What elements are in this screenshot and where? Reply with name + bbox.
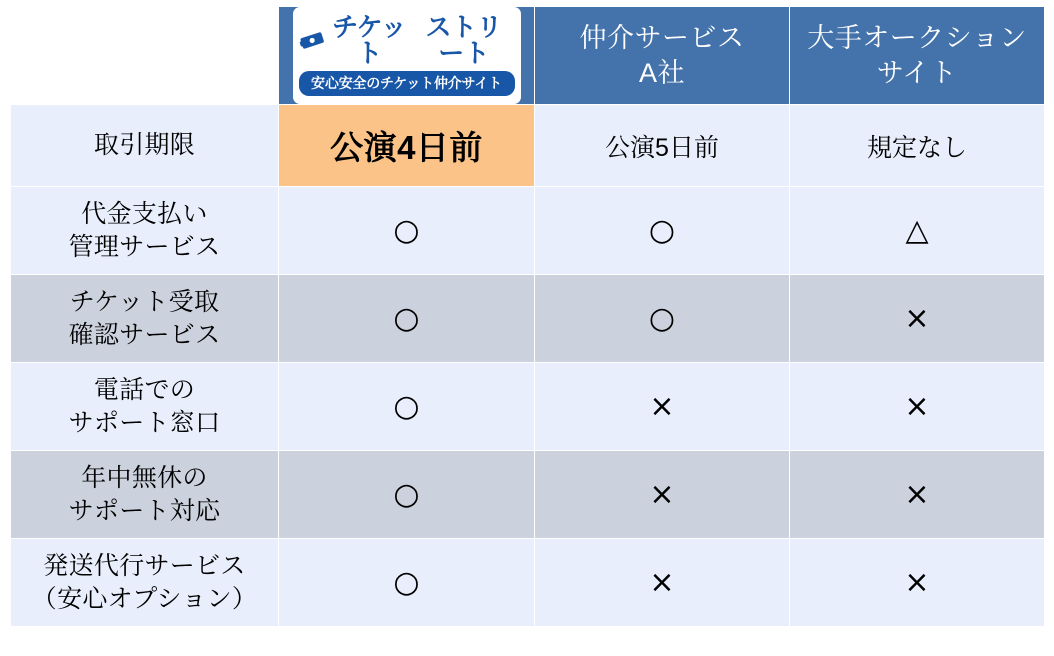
cell-company-a-deadline: 公演5日前	[535, 105, 790, 187]
cell-company-a-shipping-agency: ×	[535, 539, 790, 627]
row-label-line2: （安心オプション）	[31, 584, 258, 613]
cell-company-a-receipt-confirmation: ○	[535, 275, 790, 363]
table-header	[11, 7, 1045, 105]
header-company-a-line1: 仲介サービス	[579, 22, 745, 53]
table-row	[11, 539, 1045, 627]
row-label-deadline	[11, 105, 279, 187]
row-label-line1: 代金支払い	[81, 200, 208, 228]
table-row	[11, 105, 1045, 187]
row-label-line2: 管理サービス	[68, 232, 221, 261]
cell-auction-receipt-confirmation: ×	[790, 275, 1045, 363]
brand-logo-main	[299, 14, 515, 66]
cell-brand-shipping-agency: ○	[279, 539, 535, 627]
table-row	[11, 275, 1045, 363]
header-auction-site-line1: 大手オークション	[807, 22, 1027, 53]
brand-logo	[293, 7, 521, 104]
header-company-a-line2: A社	[638, 57, 685, 88]
row-label-phone-support	[11, 363, 279, 451]
row-label-receipt-confirmation	[11, 275, 279, 363]
row-label-line2: 確認サービス	[68, 320, 221, 349]
cell-brand-payment-management: ○	[279, 187, 535, 275]
row-label-line1: 電話での	[93, 376, 196, 404]
row-label-shipping-agency	[11, 539, 279, 627]
cell-company-a-year-round-support: ×	[535, 451, 790, 539]
cell-brand-deadline: 公演4日前	[279, 105, 535, 187]
cell-brand-phone-support: ○	[279, 363, 535, 451]
row-label-line1: 取引期限	[93, 131, 196, 160]
row-label-line1: 年中無休の	[81, 464, 208, 492]
cell-auction-shipping-agency: ×	[790, 539, 1045, 627]
header-auction-site	[790, 7, 1045, 105]
header-brand-logo	[279, 7, 535, 105]
cell-company-a-payment-management: ○	[535, 187, 790, 275]
header-row	[11, 7, 1045, 105]
header-auction-site-line2: サイト	[876, 57, 958, 88]
row-label-line1: 発送代行サービス	[43, 552, 246, 580]
ticket-icon	[299, 29, 325, 51]
row-label-line2: サポート窓口	[68, 408, 221, 437]
cell-auction-payment-management: △	[790, 187, 1045, 275]
table-row	[11, 363, 1045, 451]
cell-auction-phone-support: ×	[790, 363, 1045, 451]
cell-brand-receipt-confirmation: ○	[279, 275, 535, 363]
cell-auction-year-round-support: ×	[790, 451, 1045, 539]
row-label-year-round-support	[11, 451, 279, 539]
header-corner-blank	[11, 7, 279, 105]
header-company-a	[535, 7, 790, 105]
cell-company-a-phone-support: ×	[535, 363, 790, 451]
row-label-line2: サポート対応	[68, 496, 221, 525]
table-row	[11, 187, 1045, 275]
table-row	[11, 451, 1045, 539]
cell-auction-deadline: 規定なし	[790, 105, 1045, 187]
brand-logo-word-2: ストリート	[425, 12, 502, 68]
comparison-table	[10, 6, 1045, 627]
brand-logo-tagline: 安心安全のチケット仲介サイト	[299, 71, 515, 96]
cell-brand-year-round-support: ○	[279, 451, 535, 539]
row-label-line1: チケット受取	[69, 288, 220, 316]
brand-logo-word-1: チケット	[332, 12, 407, 68]
table-body	[11, 105, 1045, 627]
row-label-payment-management	[11, 187, 279, 275]
